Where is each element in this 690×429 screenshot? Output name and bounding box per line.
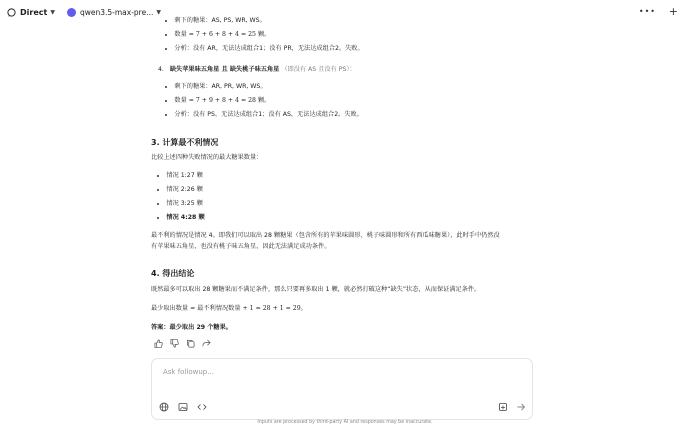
attach-file-icon[interactable] bbox=[498, 402, 508, 412]
code-icon[interactable] bbox=[197, 402, 207, 412]
paragraph: 既然最多可以取出 28 颗糖果而不满足条件，那么只要再多取出 1 颗，就必然打破这种“缺失”状态，从而保证满足条件。 bbox=[151, 286, 481, 293]
direct-selector[interactable] bbox=[7, 8, 55, 17]
bullet bbox=[165, 34, 167, 36]
bullet bbox=[165, 20, 167, 22]
bullet bbox=[165, 100, 167, 102]
new-chat-button[interactable]: + bbox=[668, 5, 678, 18]
list-item: 情况 1:27 颗 bbox=[157, 172, 203, 181]
message-actions bbox=[154, 339, 211, 348]
list-item: 数量 = 7 + 6 + 8 + 4 = 25 颗。 bbox=[165, 31, 270, 40]
answer-line: 答案：最少取出 29 个糖果。 bbox=[151, 324, 232, 331]
copy-icon[interactable] bbox=[186, 339, 195, 348]
followup-composer bbox=[151, 358, 533, 420]
formula: 最少取出数量 = 最不利情况数量 + 1 = 28 + 1 = 29。 bbox=[151, 305, 307, 312]
list-item: 剩下的糖果：AS, PS, WR, WS。 bbox=[165, 17, 266, 26]
followup-input[interactable] bbox=[161, 367, 465, 377]
disclaimer: Inputs are processed by third-party AI and responses may be inaccurate. bbox=[257, 420, 433, 425]
section-heading: 3. 计算最不利情况 bbox=[151, 138, 219, 147]
bullet bbox=[157, 203, 159, 205]
model-logo-icon bbox=[67, 8, 76, 17]
list-item: 情况 4:28 颗 bbox=[157, 214, 205, 223]
send-arrow-icon[interactable] bbox=[516, 402, 526, 412]
globe-icon[interactable] bbox=[159, 402, 169, 412]
list-item: 分析：没有 AR，无法达成组合1；没有 PR，无法达成组合2。失败。 bbox=[165, 45, 364, 54]
direct-label: Direct bbox=[20, 7, 48, 17]
bullet bbox=[157, 189, 159, 191]
thumbs-up-icon[interactable] bbox=[154, 339, 163, 348]
list-item: 情况 3:25 颗 bbox=[157, 200, 203, 209]
image-icon[interactable] bbox=[178, 402, 188, 412]
numbered-item-4: 4. 缺失苹果味五角星 且 缺失桃子味五角星 （即没有 AS 且没有 PS）： bbox=[158, 66, 356, 73]
share-icon[interactable] bbox=[202, 339, 211, 348]
list-item: 分析：没有 PS，无法达成组合1；没有 AS，无法达成组合2。失败。 bbox=[165, 111, 363, 120]
list-item: 情况 2:26 颗 bbox=[157, 186, 203, 195]
top-bar bbox=[0, 0, 690, 24]
model-name: qwen3.5-max-pre... bbox=[79, 7, 154, 17]
list-item: 数量 = 7 + 9 + 8 + 4 = 28 颗。 bbox=[165, 97, 270, 106]
paragraph: 最不利的情况是情况 4。即我们可以取出 28 颗糖果（包含所有的苹果味圆形、桃子味圆形和所有西瓜味糖果），此时手中仍然没 bbox=[151, 232, 500, 239]
model-selector[interactable] bbox=[67, 8, 161, 17]
list-item: 剩下的糖果：AR, PR, WR, WS。 bbox=[165, 83, 267, 92]
paragraph: 有苹果味五角星，也没有桃子味五角星，因此无法满足成功条件。 bbox=[151, 243, 331, 250]
thumbs-down-icon[interactable] bbox=[170, 339, 179, 348]
chevron-down-icon: ▼ bbox=[50, 8, 55, 16]
bullet bbox=[165, 114, 167, 116]
bullet bbox=[165, 86, 167, 88]
paragraph: 比较上述四种失败情况的最大糖果数量： bbox=[151, 154, 263, 161]
bullet bbox=[157, 175, 159, 177]
section-heading: 4. 得出结论 bbox=[151, 269, 195, 278]
chevron-down-icon: ▼ bbox=[156, 8, 161, 16]
more-options-icon[interactable]: ••• bbox=[638, 7, 656, 16]
bullet bbox=[165, 48, 167, 50]
chat-bubble-icon bbox=[7, 8, 16, 17]
bullet bbox=[157, 217, 159, 219]
